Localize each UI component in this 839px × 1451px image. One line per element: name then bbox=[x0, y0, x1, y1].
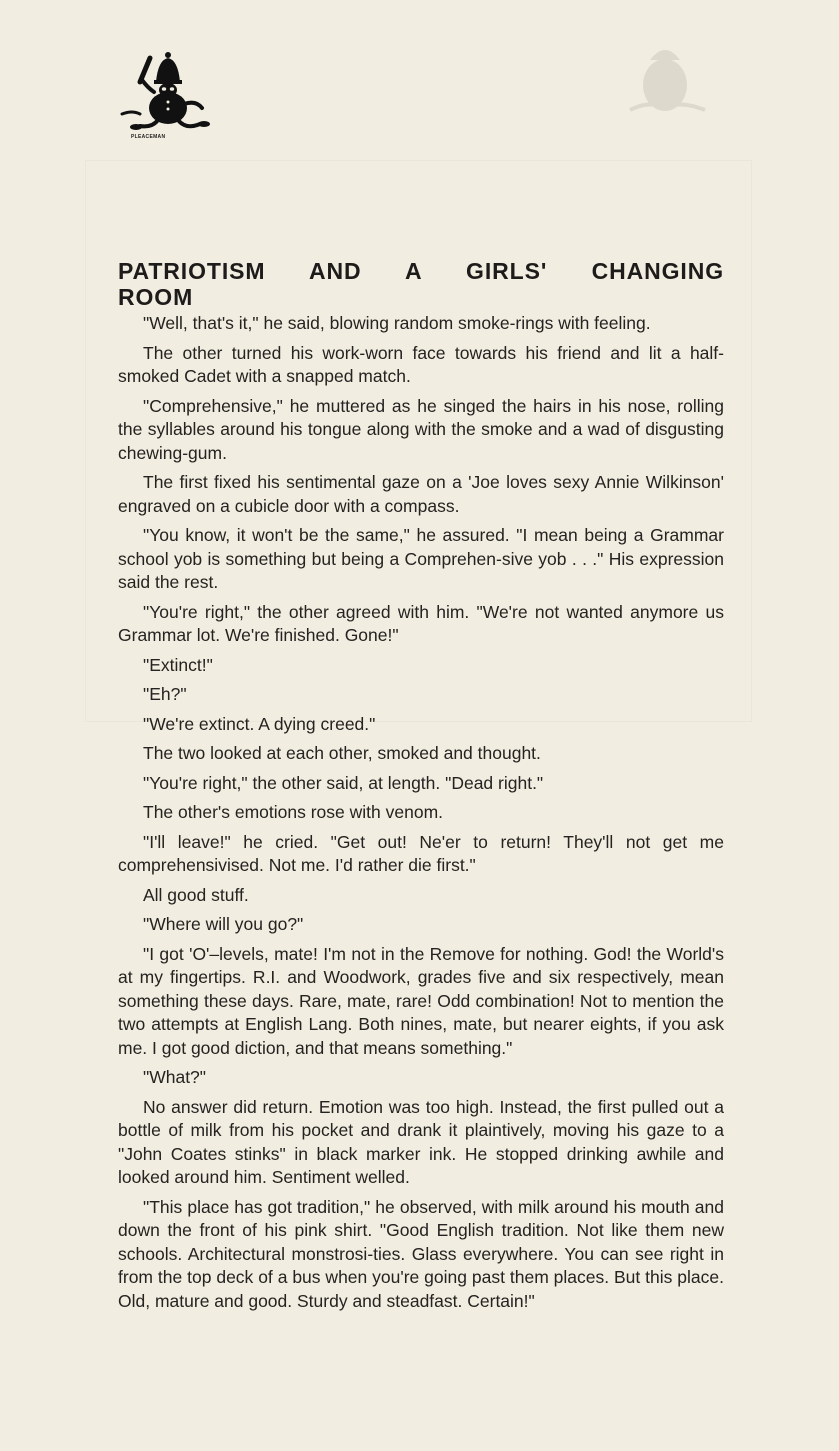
paragraph: "You know, it won't be the same," he assured. "I mean being a Grammar school yob is something but being a Comprehen-sive yob . . ." His expression said the rest. bbox=[118, 525, 724, 592]
paragraph: No answer did return. Emotion was too high. Instead, the first pulled out a bottle of milk from his pocket and drank it plaintively, moving his gaze to a "John Coates stinks" in black marker ink. He stopped drinking awhile and looked around him. Sentiment welled. bbox=[118, 1096, 724, 1187]
paragraph: The first fixed his sentimental gaze on a 'Joe loves sexy Annie Wilkinson' engraved on a cubicle door with a compass. bbox=[118, 472, 724, 516]
paragraph: "I got 'O'–levels, mate! I'm not in the Remove for nothing. God! the World's at my fingertips. R.I. and Woodwork, grades five and six respectively, mean something these days. Rare, mate, rare! Odd combination! Not to mention the two attempts at English Lang. Both nines, mate, but nearer eights, if you ask me. I got good diction, and that means something." bbox=[118, 943, 724, 1058]
paragraph: "Where will you go?" bbox=[143, 914, 304, 934]
paragraph: "Well, that's it," he said, blowing random smoke-rings with feeling. bbox=[143, 313, 651, 333]
paragraph: The other turned his work-worn face towards his friend and lit a half-smoked Cadet with a snapped match. bbox=[118, 342, 724, 386]
show-through-figure-icon bbox=[610, 40, 720, 120]
article bbox=[118, 258, 724, 1319]
paragraph: "We're extinct. A dying creed." bbox=[143, 713, 376, 734]
paragraph: "Comprehensive," he muttered as he singed the hairs in his nose, rolling the syllables around his tongue along with the smoke and a wad of disgusting chewing-gum. bbox=[118, 395, 724, 463]
article-title: PATRIOTISM AND A GIRLS' CHANGING ROOM bbox=[118, 258, 724, 310]
paragraph: "This place has got tradition," he observed, with milk around his mouth and down the front of his pink shirt. "Good English tradition. Not like them new schools. Architectural monstrosi-ties. Glass everywhere. You can see right in from the top deck of a bus when you're going past them places. But this place. Old, mature and good. Sturdy and steadfast. Certain!" bbox=[118, 1196, 724, 1311]
paragraph: "You're right," the other said, at length. "Dead right." bbox=[143, 772, 544, 793]
policeman-cartoon-icon bbox=[118, 52, 214, 144]
paragraph: "Eh?" bbox=[143, 684, 187, 704]
paragraph: "Extinct!" bbox=[143, 654, 213, 675]
paragraph: "What?" bbox=[143, 1067, 207, 1087]
logo-caption: PLEACEMAN bbox=[131, 134, 166, 140]
paragraph: All good stuff. bbox=[143, 884, 249, 905]
paragraph: "I'll leave!" he cried. "Get out! Ne'er to return! They'll not get me comprehensivised. Not me. I'd rather die first." bbox=[118, 831, 724, 875]
paragraph: The other's emotions rose with venom. bbox=[143, 802, 444, 822]
paragraph: The two looked at each other, smoked and thought. bbox=[143, 743, 541, 763]
paragraph: "You're right," the other agreed with him. "We're not wanted anymore us Grammar lot. We're finished. Gone!" bbox=[118, 601, 724, 645]
